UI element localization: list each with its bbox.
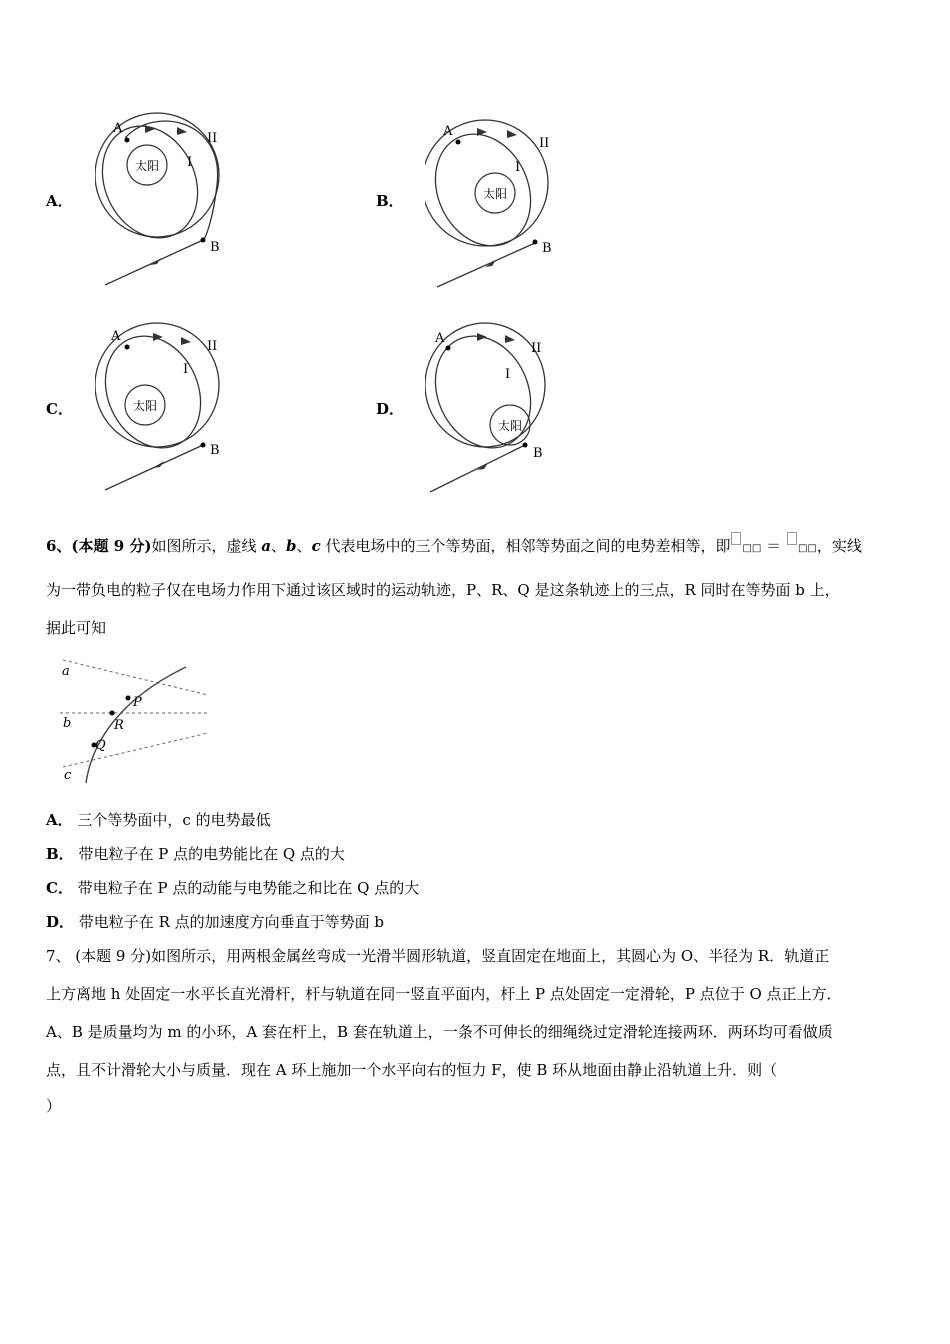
orbit-figure-d: [425, 320, 565, 500]
q6-option-a[interactable]: A． 三个等势面中，c 的电势最低: [46, 811, 271, 829]
option-c-label: C．: [46, 400, 73, 418]
svg-text:太阳: 太阳: [482, 187, 508, 201]
svg-text:B: B: [533, 446, 543, 461]
svg-text:II: II: [531, 341, 542, 356]
svg-text:A: A: [435, 331, 445, 346]
svg-text:A: A: [443, 124, 453, 139]
option-d-label: D．: [376, 400, 405, 418]
svg-text:I: I: [515, 160, 521, 175]
svg-text:B: B: [542, 241, 552, 256]
svg-text:B: B: [210, 443, 220, 458]
q6-line1: 6、(本题 9 分)如图所示，虚线 a、b、c 代表电场中的三个等势面，相邻等势面之间的电势差相等，即 □□ ＝ □□，实线: [46, 532, 862, 559]
svg-text:太阳: 太阳: [497, 419, 523, 433]
missing-glyph-icon: [787, 532, 797, 545]
orbit-figure-a: [95, 110, 235, 295]
orbit-figure-b: [425, 115, 565, 300]
svg-text:II: II: [539, 136, 550, 151]
q6-option-b[interactable]: B． 带电粒子在 P 点的电势能比在 Q 点的大: [46, 845, 345, 863]
svg-text:Q: Q: [95, 738, 106, 753]
q7-line1: 7、 (本题 9 分)如图所示，用两根金属丝弯成一光滑半圆形轨道，竖直固定在地面上，其圆心为 O、半径为 R．轨道正: [46, 947, 830, 965]
svg-text:I: I: [187, 155, 193, 170]
q6-line3: 据此可知: [46, 619, 107, 637]
svg-text:b: b: [63, 716, 72, 731]
missing-glyph-icon: [731, 532, 741, 545]
option-a-label: A．: [46, 192, 73, 210]
q7-line5: ）: [46, 1097, 62, 1115]
svg-text:II: II: [207, 131, 218, 146]
svg-text:I: I: [505, 367, 511, 382]
svg-text:c: c: [64, 768, 72, 783]
q7-line2: 上方离地 h 处固定一水平长直光滑杆，杆与轨道在同一竖直平面内，杆上 P 点处固定一定滑轮，P 点位于 O 点正上方．: [46, 985, 842, 1003]
q6-option-c[interactable]: C． 带电粒子在 P 点的动能与电势能之和比在 Q 点的大: [46, 879, 420, 897]
orbit-figure-c: [95, 320, 235, 500]
q6-option-d[interactable]: D． 带电粒子在 R 点的加速度方向垂直于等势面 b: [46, 913, 384, 931]
q7-line3: A、B 是质量均为 m 的小环，A 套在杆上，B 套在轨道上，一条不可伸长的细绳绕过定滑轮连接两环．两环均可看做质: [46, 1023, 833, 1041]
sun-label: 太阳: [134, 159, 160, 173]
svg-text:R: R: [114, 718, 124, 733]
svg-text:II: II: [207, 339, 218, 354]
equipotential-figure: [48, 655, 213, 785]
svg-text:P: P: [133, 695, 142, 710]
svg-text:太阳: 太阳: [132, 399, 158, 413]
svg-text:A: A: [111, 329, 121, 344]
svg-text:a: a: [62, 664, 70, 679]
option-b-label: B．: [376, 192, 404, 210]
svg-text:B: B: [210, 240, 220, 255]
q7-line4: 点，且不计滑轮大小与质量．现在 A 环上施加一个水平向右的恒力 F，使 B 环从地面由静止沿轨道上升．则（: [46, 1061, 778, 1079]
q6-line2: 为一带负电的粒子仅在电场力作用下通过该区域时的运动轨迹，P、R、Q 是这条轨迹上的三点，R 同时在等势面 b 上，: [46, 581, 840, 599]
svg-text:A: A: [113, 121, 123, 136]
svg-text:I: I: [183, 362, 189, 377]
